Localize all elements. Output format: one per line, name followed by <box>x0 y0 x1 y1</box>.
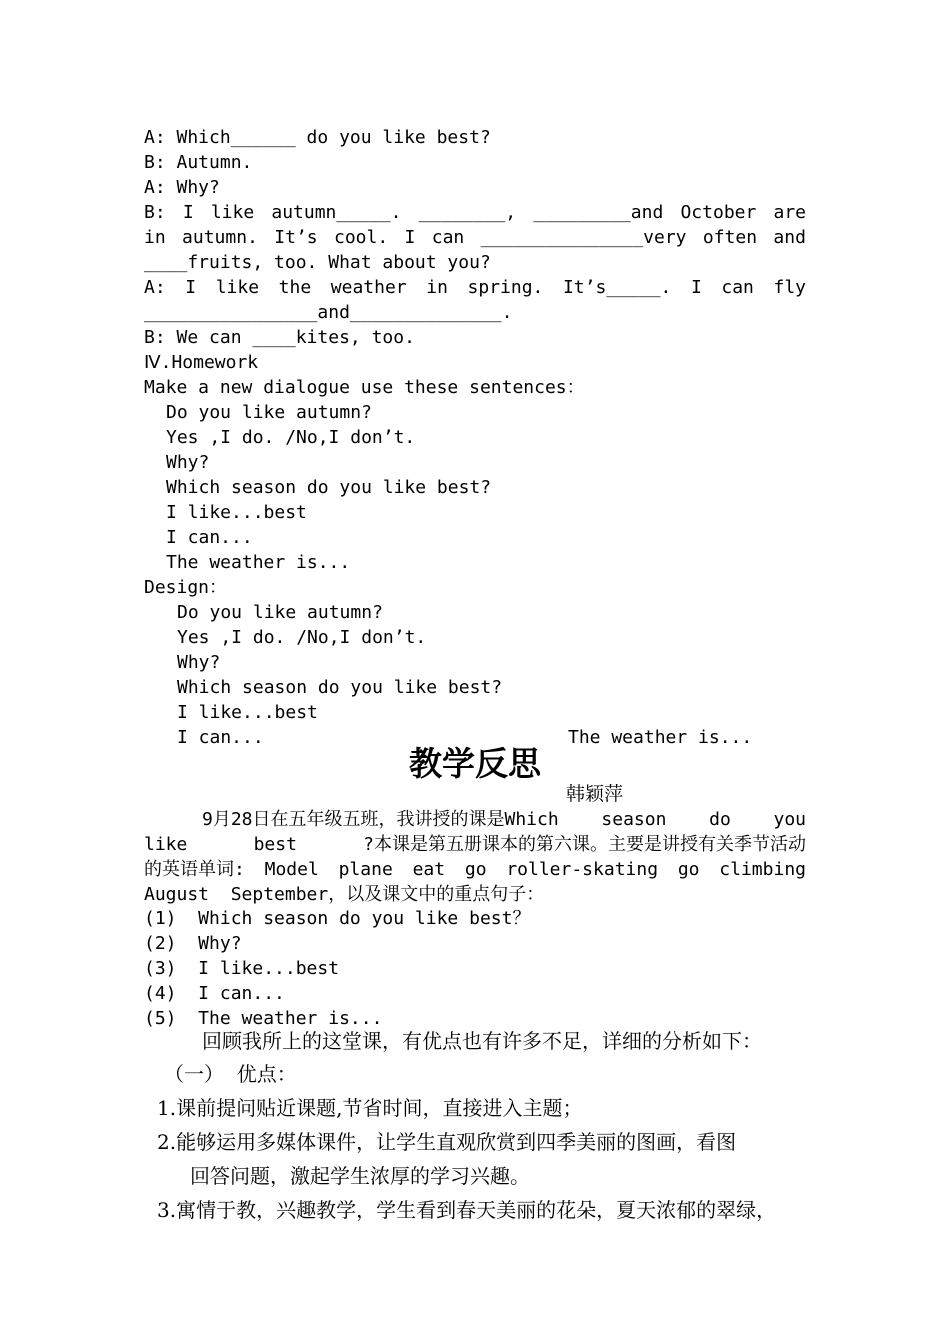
word: like <box>210 202 255 223</box>
text-segment: go <box>677 859 700 880</box>
paragraph-line: 回顾我所上的这堂课，有优点也有许多不足，详细的分析如下： <box>202 1029 762 1053</box>
homework-item: I can... <box>166 527 253 548</box>
word: in <box>426 277 448 298</box>
numbered-item: (4) I can... <box>144 983 285 1004</box>
word: fly <box>773 277 806 298</box>
text-segment: plane <box>338 859 393 880</box>
word: autumn_____. <box>271 202 402 223</box>
word: are <box>773 202 806 223</box>
dialogue-line-1: A: Which______ do you like best? <box>144 127 491 148</box>
text-segment: you <box>773 809 806 830</box>
text-segment: eat <box>412 859 446 880</box>
word: B: <box>144 202 166 223</box>
text-segment: ?本课是第五册课本的第六课。主要是讲授有关季节活动 <box>363 834 806 855</box>
word: can <box>431 227 465 248</box>
design-heading: Design： <box>144 577 228 598</box>
list-item-continuation: 回答问题，激起学生浓厚的学习兴趣。 <box>190 1164 530 1188</box>
paragraph-line <box>144 857 806 882</box>
text-segment: best <box>253 834 297 855</box>
word: It’s <box>274 227 318 248</box>
text-segment: go <box>464 859 487 880</box>
reflection-title: 教学反思 <box>409 744 541 783</box>
word: I <box>182 202 194 223</box>
paragraph-line: August September，以及课文中的重点句子： <box>144 884 545 905</box>
homework-item: I like...best <box>166 502 307 523</box>
dialogue-line-4 <box>144 200 806 225</box>
text-segment: do <box>709 809 731 830</box>
section-heading: （一） 优点： <box>164 1062 297 1086</box>
word: weather <box>330 277 407 298</box>
word: in <box>144 227 166 248</box>
dialogue-line-8: ________________and______________. <box>144 302 513 323</box>
design-item: Why? <box>177 652 221 673</box>
design-item: I can... <box>177 727 264 748</box>
numbered-item: (3) I like...best <box>144 958 340 979</box>
word: spring. <box>467 277 544 298</box>
homework-intro: Make a new dialogue use these sentences： <box>144 377 585 398</box>
paragraph-line <box>202 807 806 832</box>
word: I <box>404 227 416 248</box>
homework-heading: Ⅳ.Homework <box>144 352 259 373</box>
word: ________, <box>418 202 517 223</box>
text-segment: season <box>601 809 667 830</box>
design-right-item: The weather is... <box>568 727 753 748</box>
text-segment: like <box>144 834 188 855</box>
word: _________and <box>533 202 664 223</box>
homework-item: Do you like autumn? <box>166 402 372 423</box>
numbered-item: (1) Which season do you like best？ <box>144 908 531 929</box>
dialogue-line-2: B: Autumn. <box>144 152 253 173</box>
dialogue-line-5 <box>144 225 806 250</box>
design-item: Which season do you like best? <box>177 677 503 698</box>
text-segment: 9月28日在五年级五班，我讲授的课是Which <box>202 809 559 830</box>
dialogue-line-6: ____fruits, too. What about you? <box>144 252 491 273</box>
homework-item: Which season do you like best? <box>166 477 492 498</box>
word: October <box>680 202 757 223</box>
word: like <box>215 277 260 298</box>
paragraph-line <box>144 832 806 857</box>
text-segment: climbing <box>719 859 806 880</box>
word: A: <box>144 277 166 298</box>
word: the <box>278 277 312 298</box>
dialogue-line-9: B: We can ____kites, too. <box>144 327 415 348</box>
homework-item: Yes ,I do. /No,I don’t. <box>166 427 416 448</box>
text-segment: 的英语单词: <box>144 859 245 880</box>
word: I <box>690 277 702 298</box>
word: cool. <box>333 227 389 248</box>
design-item: I like...best <box>177 702 318 723</box>
author: 韩颖萍 <box>566 783 624 805</box>
dialogue-line-7 <box>144 275 806 300</box>
design-item: Do you like autumn? <box>177 602 383 623</box>
word: _______________very <box>480 227 687 248</box>
text-segment: roller-skating <box>506 859 659 880</box>
design-item: Yes ,I do. /No,I don’t. <box>177 627 427 648</box>
homework-item: The weather is... <box>166 552 351 573</box>
dialogue-line-3: A: Why? <box>144 177 220 198</box>
list-item: 2.能够运用多媒体课件，让学生直观欣赏到四季美丽的图画，看图 <box>157 1130 737 1154</box>
list-item: 3.寓情于教，兴趣教学，学生看到春天美丽的花朵，夏天浓郁的翠绿， <box>157 1198 777 1222</box>
word: I <box>185 277 197 298</box>
word: and <box>773 227 806 248</box>
numbered-item: (2) Why? <box>144 933 242 954</box>
word: often <box>702 227 758 248</box>
homework-item: Why? <box>166 452 210 473</box>
numbered-item: (5) The weather is... <box>144 1008 383 1029</box>
word: autumn. <box>182 227 258 248</box>
list-item: 1.课前提问贴近课题,节省时间，直接进入主题； <box>157 1096 583 1120</box>
word: It’s_____. <box>562 277 672 298</box>
text-segment: Model <box>264 859 319 880</box>
word: can <box>721 277 754 298</box>
